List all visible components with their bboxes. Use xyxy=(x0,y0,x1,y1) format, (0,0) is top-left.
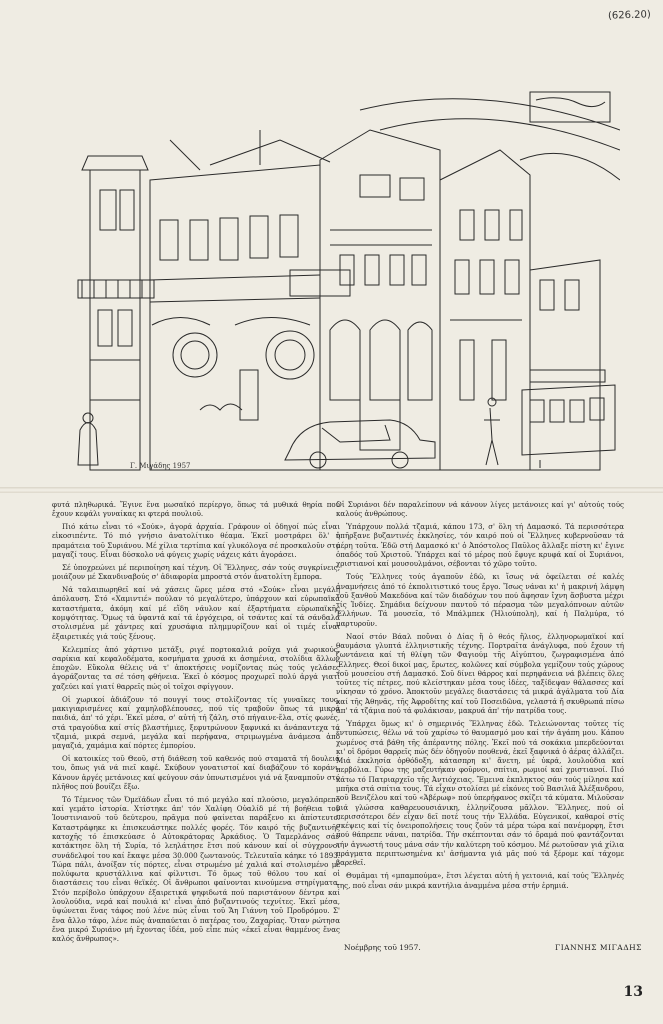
sketch-figure-right xyxy=(484,408,500,465)
sketch-signature: Γ. Μιγάδης 1957 xyxy=(130,462,191,470)
handwritten-reference: (626.20) xyxy=(608,9,652,22)
sketch-tram xyxy=(522,260,615,470)
sketch-right-building xyxy=(440,150,530,470)
paragraph: Θυμᾶμαι τή «μπαμπούμα», ἔτσι λέγεται αὐτή ἡ γειτονιά, καί τούς Ἕλληνές της, πού εἶναι σάν μικρά καντήλια ἀναμμένα μέσα στήν ἐρημιά. xyxy=(336,871,624,890)
date-line: Νοέμβρης τοῦ 1957. xyxy=(344,943,421,952)
page-number: 13 xyxy=(623,984,643,1000)
street-sketch-illustration xyxy=(60,70,620,475)
sketch-figure-left xyxy=(78,423,98,466)
paragraph: Ὑπάρχει ὅμως κι' ὁ σημερινός Ἕλληνας ἐδῶ. Τελειώνοντας τοῦτες τίς ἐντυπώσεις, θέλω νά τοῦ χαρίσω τό θαυμασμό μου καί τήν ἀγάπη μου. Κάπου χωμένος στά βάθη τῆς ἀπέραντης πόλης. Ἐκεῖ πού τά σοκάκια μπερδεύονται κι' οἱ δρόμοι θαρρεῖς πώς δέν ὁδηγοῦν πουθενά, ἐκεῖ ξαφνικά ὁ ἀέρας ἀλλάζει. Μιά ἐκκλησία ὀρθόδοξη, κάτασπρη κι' ἄνετη, μέ ὑκρά, λουλούδια καί περβόλια. Γύρω της μαζευτήκαν φοῦρνοι, σπίτια, ρωμιοί καί χριστιανοί. Πιό κάτω τό Πατριαρχεῖο τῆς Ἀντιόχειας. Ἔμεινα ἐκπληκτος σάν τούς μίλησα καί μπῆκα στά σπίτια τους. Τά εἶχαν στολίσει μέ εἰκόνες τοῦ Βασιλιᾶ Ἀλέξανδρου, τοῦ Βενιζέλου καί τοῦ «Ἀβέρωφ» πού ὑπερήφανος σκίζει τά κύματα. Μιλοῦσαν μιά γλώσσα καθαρευουσιάνικη, ἑλληνίζουσα μᾶλλον. Ἕλληνες, πού οἱ περισσότεροι δέν εἶχαν δεῖ ποτέ τους τήν Ἑλλάδα. Εὐγενικοί, καθαροί στίς σκέψεις καί τίς ὀνειροπολήσεις τους ζοῦν τά μέρα τώρα καί πανέμορφη, ἔτσι πού θάπρεπε νάναι, πατρίδα. Τήν σκέπτονται σάν τό ὄραμά πού φαντάζονται τήν ἀγνωστή τους μάνα σάν τήν καλύτερη τοῦ κόσμου. Μέ ρωτοῦσαν γιά χίλια πράγματα περιπτωσημένα κι' ἀσήμαντα γιά μᾶς πού τά ξέρομε καί τάχομε βαρεθεῖ. xyxy=(336,718,624,868)
right-text-column xyxy=(336,500,624,893)
paragraph: Κελεμπίες ἀπό χάρτινο μετάξι, ριγέ πορτοκαλιά ροῦχα γιά χωρικούς, σαρίκια καί κεφαλοδέματα, κοσμήματα χρυσά κι ἀσημένια, στολίδια ἄλλων ἐποχῶν. Εὔκολα θέλεις νά τ' ἀποκτήσεις νομίζοντας πώς τούς γελάσες ἀγοράζοντας τα σέ τόση φθήνεια. Ἐκεῖ ὁ κόσμος προχωρεῖ πολύ ἀργά γιατί χαζεύει καί γιατί θαρρεῖς πώς οἱ τοῖχοι σφίγγουν. xyxy=(52,644,340,691)
paragraph: Πιό κάτω εἶναι τό «Σούκ», ἀγορά ἀρχαία. Γράφουν οἱ ὁδηγοί πώς εἶναι εἰκοσιπέντε. Τό πιό γνήσιο ἀνατολίτικο θέαμα. Ἐκεῖ μοστράρει ὅλ' ἡ πραμάτεια τοῦ Συριάνου. Μέ χίλια τερτίπια καί γλυκόλογα σέ προσκαλοῦν στό μαγαζί τους. Εἶναι δύσκολο νά φύγεις χωρίς νάχεις κάτι ἀγοράσει. xyxy=(52,522,340,560)
sketch-sign-right xyxy=(530,370,605,382)
paragraph: Ναοί στόν Βάαλ ποὔναι ὁ Δίας ἤ ὁ θεός ἥλιος, ἑλληνορωμαϊκοί καί θαυμάσια γλυπτά ἑλληνιστικῆς τέχνης. Πορτραῖτα ἀνάγλυφα, πού ἔχουν τή ζωντάνεια καί τή θλίψη τῶν Φαγιούμ τῆς Αἰγύπτου, ζωγραφισμένα ἀπό Ἕλληνες. Θεοί δικοί μας, ἔρωτες, κολῶνες καί σύμβολα γεμίζουν τούς χώρους τοῦ μουσείου στή Δαμασκό. Σοῦ δίνει θάρρος καί περηφάνεια νά βλέπεις ὅλες τοῦτες τίς πέτρες, πού κλείστηκαν μέσα τους ἰδέες, ταξίδεψαν θάλασσες καί νίκησαν τό χρόνο. Ἀποκτοῦν μεγάλες διαστάσεις τά μικρά ἀγάλματα τοῦ Δία καί τῆς Ἀθηνᾶς, τῆς Ἀφροδίτης καί τοῦ Ποσειδῶνα, γελαστά ἤ σκυθρωπά πίσω ἀπ' τά τζάμια πού τά φυλάκισαν, μακρυά ἀπ' τήν πατρίδα τους. xyxy=(336,631,624,716)
left-text-column xyxy=(52,500,340,947)
sketch-arcade-building xyxy=(320,130,440,470)
paragraph: Νά ταλαιπωρηθεῖ καί νά χάσεις ὥρες μέσα στό «Σούκ» εἶναι μεγάλη ἀπόλαυση. Στό «Χαμιντιέ» πούλαν τό μεγαλύτερο, ὑπάρχουν καί εὐρωπαϊκά καταστήματα, ἀκόμη καί μέ εἴδη νάυλον καί ἐξαρτήματα εὐρωπαϊκῆς κομψότητας. Ὅμως τά ὑφαντά καί τά ἐργόχειρα, οἱ τσάντες καί τά σάνδαλα στολισμένα μέ χάντρες καί χρυσάφια πλημμυρίζουν καί οἱ τιμές εἶναι ἐξαιρετικές γιά τούς ξένους. xyxy=(52,585,340,641)
sketch-sign-left xyxy=(530,92,610,122)
author-name: ΓΙΑΝΝΗΣ ΜΙΓΑΔΗΣ xyxy=(555,943,642,952)
page-fold xyxy=(0,487,663,493)
paragraph: Σέ ὑποχρεώνει μέ περιποίηση καί τέχνη. Οἱ Ἕλληνες, σάν τούς συγκρίνεις, μοιάζουν μέ Σκανδιναβούς σ' ἀδιαφορία μπροστά στόν ἀνατολίτη ἔμπορα. xyxy=(52,562,340,582)
paragraph: Τό Τέμενος τῶν Ὀμεϊάδων εἶναι τό πιό μεγάλο καί πλούσιο, μεγαλόπρεπο καί γεμάτο ἱστορία. Χτίστηκε ἀπ' τόν Χαλίφη Οὐαλίδ μέ τή βοήθεια τοῦ Ἰουστινιανοῦ τοῦ δεύτερου, πρᾶγμα πού φαίνεται παράξενο κι ἀπίστευτο. Καταστράφηκε κι ἐπισκευάστηκε πολλές φορές. Τόν καιρό τῆς βυζαντινῆς κατοχῆς τό ἐπισκεύασε ὁ Αὐτοκράτορας Ἀρκάδιος. Ὁ Ταμερλάνος σάν κατάκτησε ὅλη τή Συρία, τό λεηλάτησε ἔτσι πού κάνουν καί οἱ σύγχρονοι συνάδελφοί του καί ἔκαψε μέσα 30.000 ζωντανούς. Τελευταῖα κάηκε τό 1893. Τώρα πάλι, ἀνοίξαν τίς πόρτες, εἶναι στρωμένο μέ χαλιά καί στολισμένο μέ πολύφωτα κρυστάλλινα καί φίλντισι. Τό ὅμως τοῦ θόλου του καί οἱ διαστάσεις του εἶναι θεϊκές. Οἱ ἄνθρωποι φαίνονται κινούμενα στηρίγματα. Στόν περίβολο ὑπάρχουν ἐξαιρετικά ψηφιδωτά πού παριστάνουν δέντρα καί λουλούδια, νερά καί πουλιά κι' εἶναι ἀπό βυζαντινούς τεχνίτες. Ἐκεῖ μέσα, ὑψώνεται ἕνας τάφος πού λένε πώς εἶναι τοῦ Ἅη Γιάννη τοῦ Προδρόμου. Σ' ἕνα ἄλλο τάφο, λένε πώς ἀναπαύεται ὁ πατέρας του, Ζαχαρίας. Ὅταν ρώτησα ἕνα μικρό Συριάνο μή ἔχοντας ἰδέα, μοῦ εἶπε πώς «ἐκεῖ εἶναι θαμμένος ἕνας καλός ἄνθρωπος». xyxy=(52,794,340,944)
paragraph: Οἱ κατοικίες τοῦ Θεοῦ, στή διάθεση τοῦ καθενός πού σταματᾶ τή δουλειά του, ὅπως γιά νά πιεῖ καφέ. Σκύβουν γονατιστοί καί διαβάζουν τό κοράνι. Κάνουν ἀργές μετάνοιες καί φεύγουν σάν ὑπνωτισμένοι γιά νά ξαναμποῦν στό πλῆθος πού βουίζει ἔξω. xyxy=(52,753,340,791)
paragraph: Οἱ χωρικοί ἀδιάζουν τό πουγγί τους στολίζοντας τίς γυναῖκες τους, μακιγιαρισμένες καί χαμηλοβλέπουσες, πού τίς τραβοῦν ὅπως τά μικρά παιδιά, ἀπ' τό χέρι. Ἐκεῖ μέσα, σ' αὐτή τή ζάλη, στό πήγαινε-ἔλα, στίς φωνές, στά τραγούδια καί στίς βλαστήμιες, ξεφυτρώνουν ξαφνικά κι ἀνάπαντεχα τά τζαμιά, μικρά σεμνά, μεγάλα καί περήφανα, στριμωγμένα ἀνάμεσα ἀπό μαγαζιά, χαμάμια καί πόρτες ἐμπορίου. xyxy=(52,694,340,751)
paragraph: Οἱ Συριάνοι δέν παραλείπουν νά κάνουν λίγες μετάνοιες καί γι' αὐτούς τούς καλούς ἀνθρώπους. xyxy=(336,500,624,519)
paragraph: Τούς Ἕλληνες τούς ἀγαποῦν ἐδῶ, κι ἴσως νά ὀφείλεται σέ καλές ἀναμνήσεις ἀπό τό ἐκπολιτιστικό τους ἔργο. Ἴσως νάναι κι' ἡ μακρινή λάμψη τοῦ ξανθοῦ Μακεδόνα καί τῶν διαδόχων του πού ἄφησαν ἴχνη ἄσβυστα μέχρι τίς Ἰνδίες. Σημάδια δείχνουν παντοῦ τό πέρασμα τῶν μεγαλόπνοων αὐτῶν Ἑλλήνων. Τά μουσεῖα, τό Μπάλμπεκ (Ἡλιούπολη), καί ἡ Παλμύρα, τό μαρτυροῦν. xyxy=(336,572,624,628)
paragraph: Ὑπάρχουν πολλά τζαμιά, κάπου 173, σ' ὅλη τή Δαμασκό. Τά περισσότερα ὑπῆρξανε βυζαντινές ἐκκλησίες, τόν καιρό πού οἱ Ἕλληνες κυβερνοῦσαν τά μέρη τοῦτα. Ἐδῶ στή Δαμασκό κι' ὁ Ἀπόστολος Παῦλος ἄλλαξε πίστη κι' ἔγινε ὀπαδός τοῦ Χριστοῦ. Ὑπάρχει καί τό μέρος πού ἔφυγε κρυφά καί οἱ Συριάνοι, χριστιανοί καί μουσουλμάνοι, σέβονται τό χῶρο τοῦτο. xyxy=(336,522,624,569)
paragraph: φυτά πληθωρικά. Ἔγινε ἕνα μωσαϊκό περίεργο, ὅπως τά μυθικά θηρία πού ἔχουν κεφάλι γυναίκας κι φτερά πουλιοῦ. xyxy=(52,500,340,519)
